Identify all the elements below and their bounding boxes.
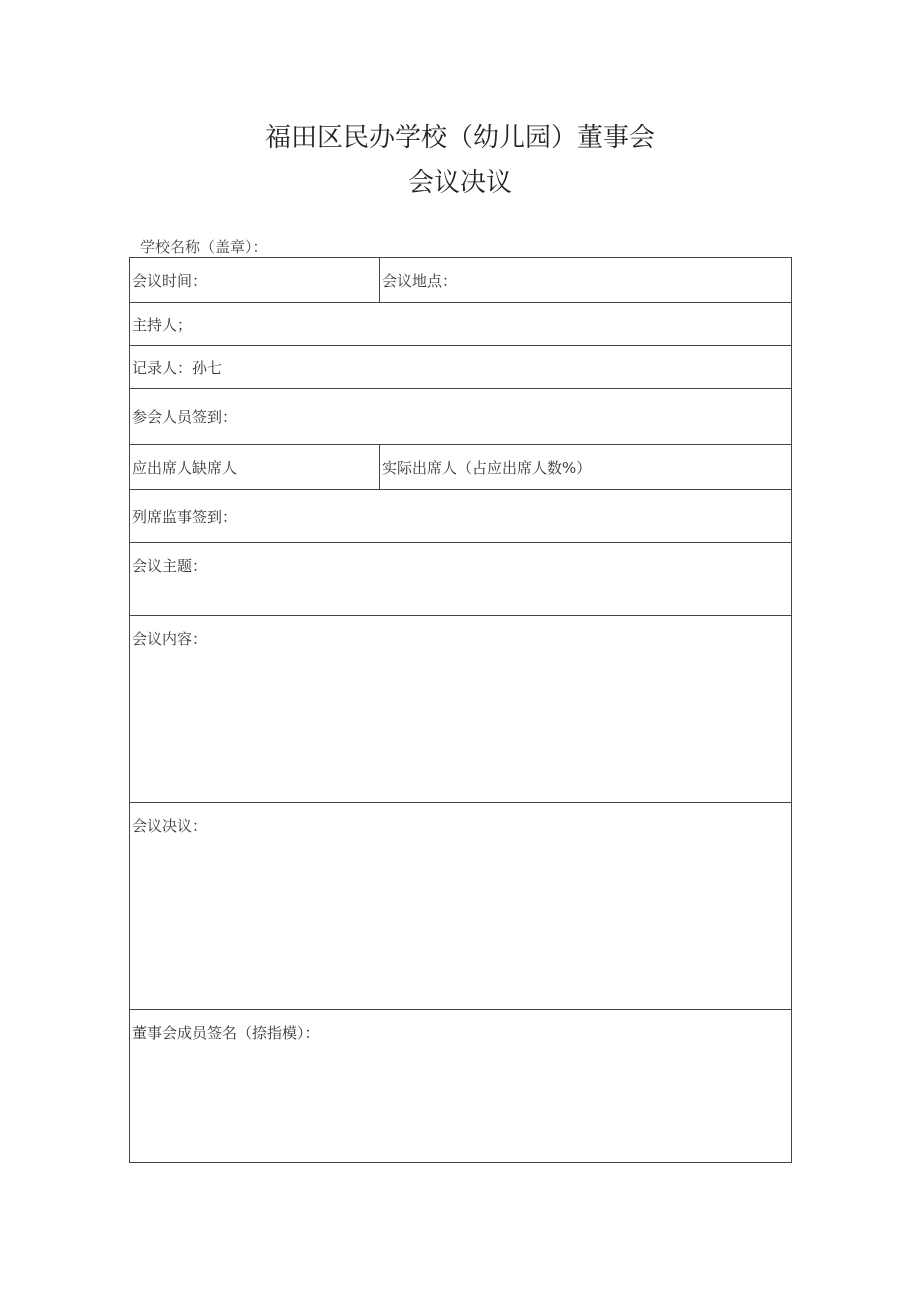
supervisor-sign-cell[interactable]	[130, 490, 792, 543]
attendees-sign-cell[interactable]	[130, 389, 792, 445]
supervisor-sign-label: 列席监事签到：	[132, 507, 238, 526]
meeting-time-label: 会议时间：	[132, 271, 208, 290]
document-subtitle: 会议决议	[407, 168, 512, 198]
host-label: 主持人；	[132, 315, 193, 334]
table-row	[130, 543, 792, 616]
expected-absent-cell[interactable]	[130, 445, 380, 490]
table-row	[130, 490, 792, 543]
table-row	[130, 346, 792, 389]
meeting-topic-label: 会议主题：	[132, 557, 208, 575]
meeting-time-cell[interactable]	[130, 258, 380, 303]
document-title: 福田区民办学校（幼儿园）董事会	[264, 123, 655, 153]
meeting-content-label: 会议内容：	[132, 630, 208, 648]
board-member-sign-cell[interactable]	[130, 1010, 792, 1163]
table-row	[130, 258, 792, 303]
table-row	[130, 303, 792, 346]
meeting-resolution-label: 会议决议：	[132, 817, 208, 835]
recorder-cell[interactable]	[130, 346, 792, 389]
table-row	[130, 1010, 792, 1163]
expected-absent-label: 应出席人缺席人	[132, 458, 238, 477]
host-cell[interactable]	[130, 303, 792, 346]
board-member-sign-label: 董事会成员签名（捺指模）：	[132, 1024, 320, 1042]
meeting-topic-cell[interactable]	[130, 543, 792, 616]
meeting-content-cell[interactable]	[130, 616, 792, 803]
meeting-location-label: 会议地点：	[382, 271, 458, 290]
meeting-location-cell[interactable]	[380, 258, 792, 303]
actual-attendance-cell[interactable]	[380, 445, 792, 490]
recorder-label: 记录人：孙七	[132, 358, 223, 377]
table-row	[130, 445, 792, 490]
school-name-label: 学校名称（盖章）：	[140, 238, 268, 256]
table-row	[130, 389, 792, 445]
table-row	[130, 803, 792, 1010]
attendees-sign-label: 参会人员签到：	[132, 408, 238, 426]
resolution-form-table	[129, 257, 792, 1163]
table-row	[130, 616, 792, 803]
meeting-resolution-cell[interactable]	[130, 803, 792, 1010]
actual-attendance-label: 实际出席人（占应出席人数%）	[382, 458, 592, 477]
